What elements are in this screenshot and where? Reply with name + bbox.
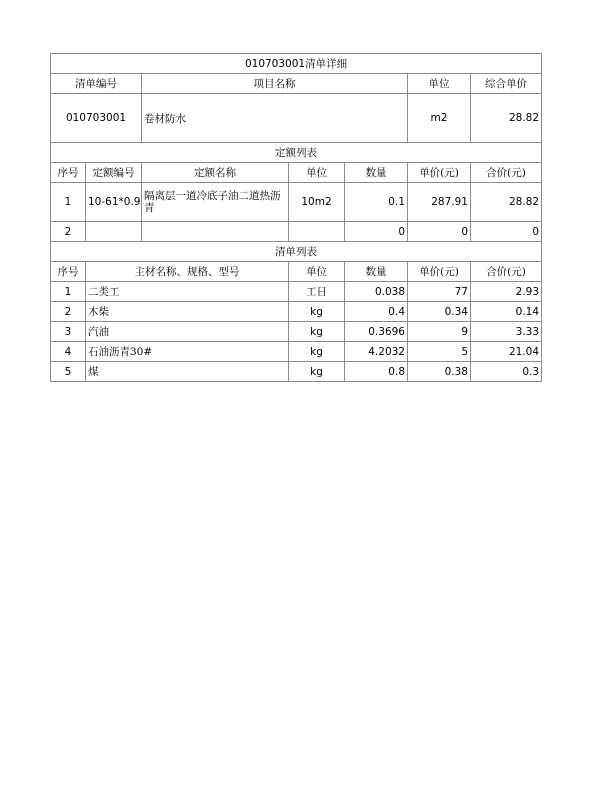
- materials-section-title: 清单列表: [51, 242, 542, 262]
- quota-header-qty: 数量: [345, 163, 408, 183]
- material-total: 21.04: [471, 342, 542, 362]
- header-unit-price: 综合单价: [471, 74, 542, 94]
- material-unit: kg: [289, 342, 345, 362]
- quota-unit: [289, 222, 345, 242]
- quota-price: 287.91: [408, 183, 471, 222]
- material-price: 0.34: [408, 302, 471, 322]
- quota-header-unit: 单位: [289, 163, 345, 183]
- quota-code: 10-61*0.9: [86, 183, 142, 222]
- table-row: [51, 342, 542, 362]
- quota-total: 28.82: [471, 183, 542, 222]
- material-price: 9: [408, 322, 471, 342]
- material-unit: kg: [289, 322, 345, 342]
- quota-no: 2: [51, 222, 86, 242]
- material-qty: 0.4: [345, 302, 408, 322]
- material-name: 煤: [86, 362, 289, 382]
- material-unit: 工日: [289, 282, 345, 302]
- material-name: 汽油: [86, 322, 289, 342]
- quota-header-name: 定额名称: [142, 163, 289, 183]
- materials-header-name: 主材名称、规格、型号: [86, 262, 289, 282]
- item-price: 28.82: [471, 94, 542, 143]
- quota-code: [86, 222, 142, 242]
- material-total: 3.33: [471, 322, 542, 342]
- material-name: 二类工: [86, 282, 289, 302]
- quota-name: 隔离层一道冷底子油二道热沥青: [142, 183, 289, 222]
- materials-header-total: 合价(元): [471, 262, 542, 282]
- quota-name: [142, 222, 289, 242]
- quota-qty: 0.1: [345, 183, 408, 222]
- table-row: [51, 282, 542, 302]
- material-total: 0.3: [471, 362, 542, 382]
- table-title: 010703001清单详细: [51, 54, 542, 74]
- quota-header-code: 定额编号: [86, 163, 142, 183]
- quota-price: 0: [408, 222, 471, 242]
- quota-qty: 0: [345, 222, 408, 242]
- material-name: 木柴: [86, 302, 289, 322]
- table-row: [51, 322, 542, 342]
- material-qty: 0.8: [345, 362, 408, 382]
- material-price: 5: [408, 342, 471, 362]
- item-unit: m2: [408, 94, 471, 143]
- table-row: [51, 362, 542, 382]
- materials-header-qty: 数量: [345, 262, 408, 282]
- quota-total: 0: [471, 222, 542, 242]
- material-no: 3: [51, 322, 86, 342]
- materials-header-price: 单价(元): [408, 262, 471, 282]
- material-price: 0.38: [408, 362, 471, 382]
- material-price: 77: [408, 282, 471, 302]
- material-no: 5: [51, 362, 86, 382]
- materials-header-unit: 单位: [289, 262, 345, 282]
- quota-section-title: 定额列表: [51, 143, 542, 163]
- quota-header-total: 合价(元): [471, 163, 542, 183]
- quota-header-no: 序号: [51, 163, 86, 183]
- material-no: 4: [51, 342, 86, 362]
- material-qty: 4.2032: [345, 342, 408, 362]
- material-qty: 0.038: [345, 282, 408, 302]
- material-no: 2: [51, 302, 86, 322]
- material-unit: kg: [289, 302, 345, 322]
- material-total: 2.93: [471, 282, 542, 302]
- quota-unit: 10m2: [289, 183, 345, 222]
- header-bill-code: 清单编号: [51, 74, 142, 94]
- quota-header-price: 单价(元): [408, 163, 471, 183]
- header-unit: 单位: [408, 74, 471, 94]
- bill-detail-table: [50, 53, 542, 382]
- material-no: 1: [51, 282, 86, 302]
- quota-no: 1: [51, 183, 86, 222]
- bill-code: 010703001: [51, 94, 142, 143]
- table-row: [51, 302, 542, 322]
- material-qty: 0.3696: [345, 322, 408, 342]
- materials-header-no: 序号: [51, 262, 86, 282]
- item-name: 卷材防水: [142, 94, 408, 143]
- material-name: 石油沥青30#: [86, 342, 289, 362]
- material-total: 0.14: [471, 302, 542, 322]
- header-item-name: 项目名称: [142, 74, 408, 94]
- table-row: [51, 222, 542, 242]
- material-unit: kg: [289, 362, 345, 382]
- table-row: [51, 183, 542, 222]
